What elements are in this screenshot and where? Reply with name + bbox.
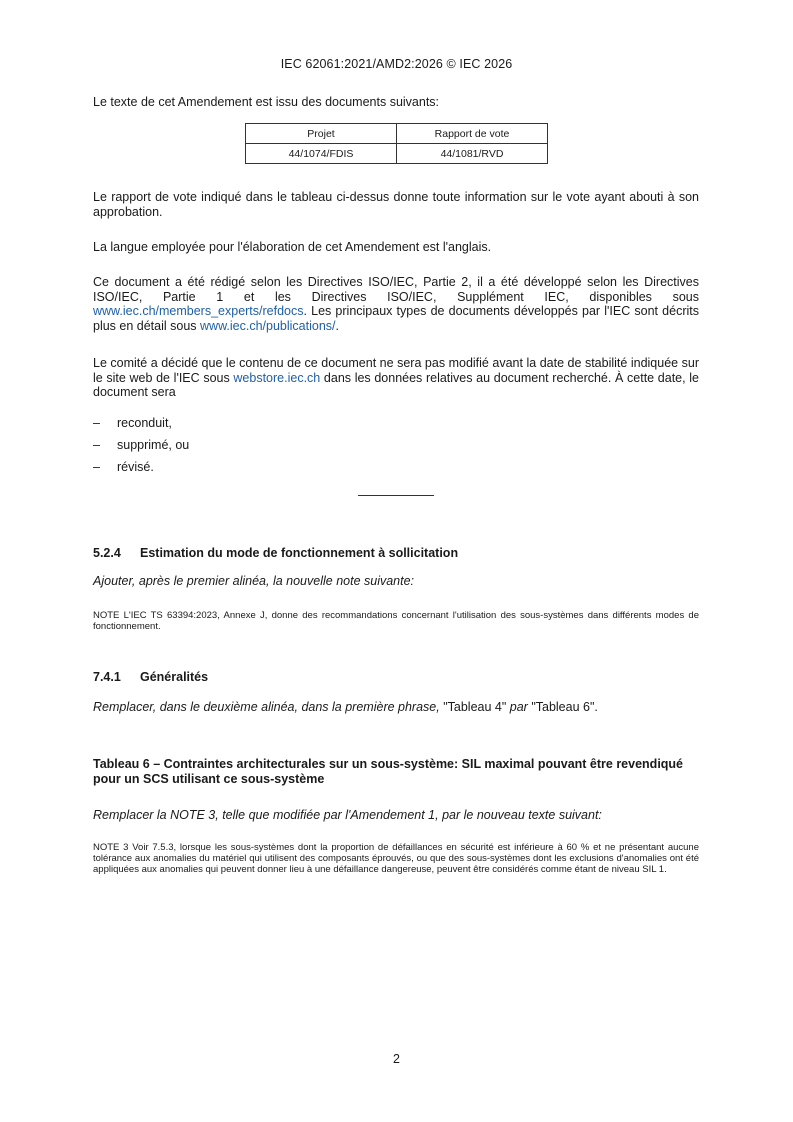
directives-text-3: . [335,318,339,333]
vote-table-header-cell: Rapport de vote [397,124,548,144]
section-number: 5.2.4 [93,546,121,560]
list-dash: – [93,416,100,430]
language-paragraph: La langue employée pour l'élaboration de cet Amendement est l'anglais. [93,240,492,254]
page-header: IEC 62061:2021/AMD2:2026 © IEC 2026 [280,57,513,71]
section-number: 7.4.1 [93,670,121,684]
directives-paragraph [93,275,699,333]
instruction-quote: "Tableau 4" [443,700,507,714]
vote-table-cell: 44/1074/FDIS [246,144,397,164]
refdocs-link[interactable]: www.iec.ch/members_experts/refdocs [93,304,304,318]
list-item [93,460,699,482]
instruction-text: par [506,700,532,714]
section-separator [358,495,434,496]
section-title: Généralités [140,670,209,684]
list-item [93,438,699,460]
list-item-text: supprimé, ou [117,438,190,452]
section-title: Estimation du mode de fonctionnement à sollicitation [140,546,459,560]
directives-text-2: . Les principaux types de documents développés par l'IEC sont décrits plus en détail sous [93,304,699,333]
stability-paragraph [93,356,699,400]
webstore-link[interactable]: webstore.iec.ch [233,370,321,385]
section-heading-7-4-1 [93,670,699,684]
list-dash: – [93,460,100,474]
publications-link[interactable]: www.iec.ch/publications/ [200,318,336,333]
vote-table-cell: 44/1081/RVD [397,144,548,164]
vote-table-header-cell: Projet [246,124,397,144]
list-dash: – [93,438,100,452]
vote-table [245,123,548,164]
list-item-text: révisé. [117,460,154,474]
amendment-instruction [93,700,699,714]
vote-table-header-row [246,124,548,144]
amendment-instruction: Remplacer la NOTE 3, telle que modifiée par l'Amendement 1, par le nouveau texte suivant: [93,808,602,822]
amendment-instruction: Ajouter, après le premier alinéa, la nouvelle note suivante: [93,574,415,588]
instruction-text: Remplacer, dans le deuxième alinéa, dans la première phrase, [93,700,444,714]
stability-text-1: Le comité a décidé que le contenu de ce document ne sera pas modifié avant la date de stabilité indiquée sur le site web de l'IEC sous [93,356,699,385]
list-item [93,416,699,438]
outcome-list [93,416,699,482]
note-paragraph: NOTE 3 Voir 7.5.3, lorsque les sous-systèmes dont la proportion de défaillances en sécurité est inférieure à 60 % et ne présentant aucune tolérance aux anomalies du matériel qui utilisent des composants éprouvés, ou que des sous-systèmes dont les exclusions d'anomalies ont été appliquées aux anomalies qui peuvent donner lieu à une défaillance dangereuse, peuvent être considérés comme étant de niveau SIL 1. [93,842,699,875]
note-paragraph: NOTE L'IEC TS 63394:2023, Annexe J, donne des recommandations concernant l'utilisation des sous-systèmes dans différents modes de fonctionnement. [93,610,699,632]
instruction-quote: "Tableau 6". [531,700,598,714]
intro-paragraph: Le texte de cet Amendement est issu des documents suivants: [93,95,440,109]
page-number: 2 [393,1052,400,1066]
table-6-heading: Tableau 6 – Contraintes architecturales sur un sous-système: SIL maximal pouvant être revendiqué pour un SCS utilisant ce sous-système [93,757,684,786]
section-heading-5-2-4 [93,546,699,560]
voting-report-paragraph: Le rapport de vote indiqué dans le tableau ci-dessus donne toute information sur le vote ayant abouti à son approbation. [93,190,699,219]
vote-table-row [246,144,548,164]
list-item-text: reconduit, [117,416,172,430]
stability-text-2: dans les données relatives au document recherché. À cette date, le document sera [93,370,699,399]
directives-text-1: Ce document a été rédigé selon les Directives ISO/IEC, Partie 2, il a été développé selon les Directives ISO/IEC, Partie 1 et les Directives ISO/IEC, Supplément IEC, disponibles sous [93,275,699,304]
